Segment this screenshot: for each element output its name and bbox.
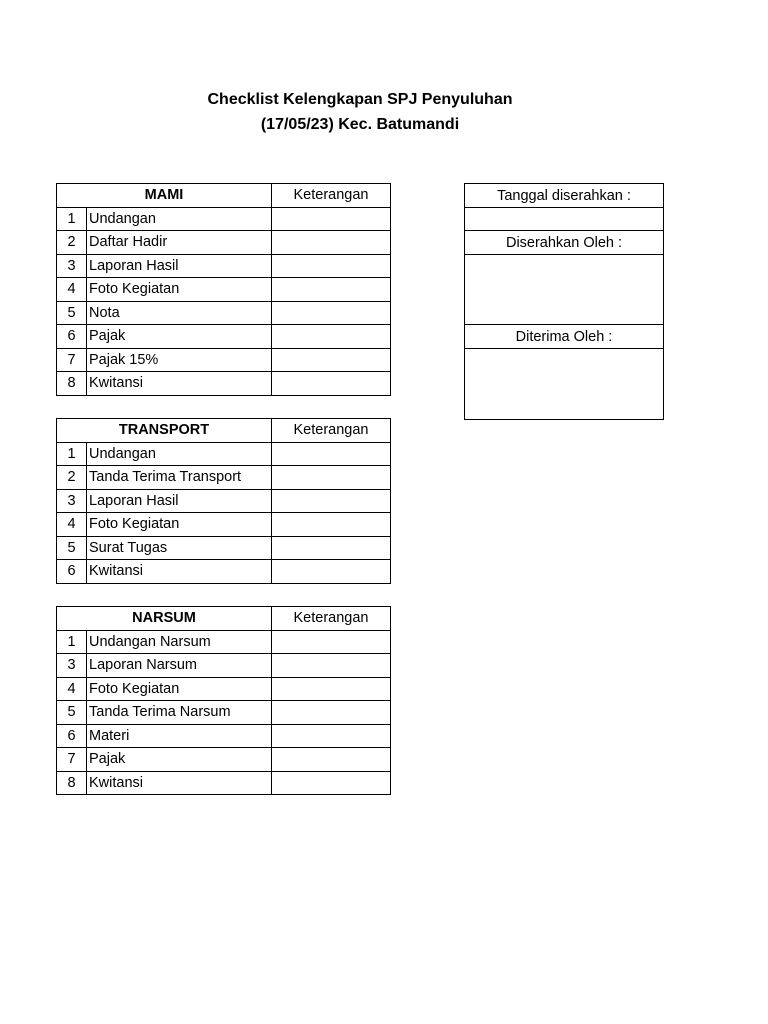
row-item: Kwitansi [87, 771, 272, 795]
table-row [57, 231, 391, 255]
row-item: Laporan Narsum [87, 654, 272, 678]
row-no: 6 [57, 724, 87, 748]
row-item: Kwitansi [87, 372, 272, 396]
row-ket [272, 489, 391, 513]
row-ket [272, 630, 391, 654]
table-row [57, 654, 391, 678]
row-ket [272, 301, 391, 325]
row-no: 3 [57, 654, 87, 678]
row-item: Pajak [87, 325, 272, 349]
row-item: Kwitansi [87, 560, 272, 584]
row-no: 8 [57, 771, 87, 795]
row-ket [272, 278, 391, 302]
table-row [57, 630, 391, 654]
transport-header: TRANSPORT [57, 419, 272, 443]
row-item: Undangan [87, 207, 272, 231]
row-no: 2 [57, 466, 87, 490]
row-ket [272, 348, 391, 372]
row-item: Tanda Terima Narsum [87, 701, 272, 725]
row-item: Undangan Narsum [87, 630, 272, 654]
row-item: Tanda Terima Transport [87, 466, 272, 490]
transport-header-row [57, 419, 391, 443]
narsum-ket-header: Keterangan [272, 607, 391, 631]
row-ket [272, 372, 391, 396]
diserahkan-label: Diserahkan Oleh : [465, 231, 663, 255]
row-no: 3 [57, 489, 87, 513]
row-ket [272, 254, 391, 278]
row-item: Materi [87, 724, 272, 748]
table-row [57, 701, 391, 725]
row-item: Laporan Hasil [87, 254, 272, 278]
row-no: 8 [57, 372, 87, 396]
diterima-field [465, 349, 663, 419]
transport-table [56, 418, 391, 584]
row-no: 5 [57, 701, 87, 725]
table-row [57, 207, 391, 231]
row-no: 4 [57, 677, 87, 701]
table-row [57, 513, 391, 537]
row-ket [272, 748, 391, 772]
row-item: Foto Kegiatan [87, 677, 272, 701]
row-ket [272, 771, 391, 795]
row-no: 6 [57, 560, 87, 584]
table-row [57, 677, 391, 701]
document-title: Checklist Kelengkapan SPJ Penyuluhan [207, 91, 513, 108]
document-subtitle: (17/05/23) Kec. Batumandi [260, 116, 460, 133]
row-no: 5 [57, 301, 87, 325]
diterima-label: Diterima Oleh : [465, 325, 663, 349]
table-row [57, 724, 391, 748]
table-row [57, 325, 391, 349]
row-ket [272, 701, 391, 725]
row-ket [272, 207, 391, 231]
tanggal-field [465, 208, 663, 231]
table-row [57, 466, 391, 490]
handover-box [464, 183, 664, 420]
row-no: 3 [57, 254, 87, 278]
row-item: Surat Tugas [87, 536, 272, 560]
row-ket [272, 325, 391, 349]
table-row [57, 254, 391, 278]
row-ket [272, 442, 391, 466]
narsum-table [56, 606, 391, 795]
row-ket [272, 513, 391, 537]
diserahkan-field [465, 255, 663, 325]
row-item: Pajak 15% [87, 348, 272, 372]
table-row [57, 560, 391, 584]
mami-header-row [57, 184, 391, 208]
row-item: Foto Kegiatan [87, 513, 272, 537]
row-item: Undangan [87, 442, 272, 466]
table-row [57, 278, 391, 302]
table-row [57, 771, 391, 795]
tanggal-label: Tanggal diserahkan : [465, 184, 663, 208]
transport-ket-header: Keterangan [272, 419, 391, 443]
table-row [57, 348, 391, 372]
table-row [57, 372, 391, 396]
mami-table [56, 183, 391, 396]
row-ket [272, 466, 391, 490]
row-no: 1 [57, 630, 87, 654]
row-item: Daftar Hadir [87, 231, 272, 255]
row-item: Nota [87, 301, 272, 325]
table-row [57, 301, 391, 325]
narsum-header-row [57, 607, 391, 631]
mami-header: MAMI [57, 184, 272, 208]
row-no: 6 [57, 325, 87, 349]
row-item: Laporan Hasil [87, 489, 272, 513]
row-ket [272, 536, 391, 560]
row-no: 4 [57, 278, 87, 302]
row-no: 1 [57, 442, 87, 466]
row-item: Foto Kegiatan [87, 278, 272, 302]
mami-ket-header: Keterangan [272, 184, 391, 208]
row-no: 7 [57, 748, 87, 772]
row-ket [272, 231, 391, 255]
table-row [57, 748, 391, 772]
row-no: 1 [57, 207, 87, 231]
row-no: 5 [57, 536, 87, 560]
narsum-header: NARSUM [57, 607, 272, 631]
table-row [57, 442, 391, 466]
row-ket [272, 677, 391, 701]
row-ket [272, 654, 391, 678]
row-ket [272, 560, 391, 584]
table-row [57, 536, 391, 560]
table-row [57, 489, 391, 513]
row-item: Pajak [87, 748, 272, 772]
row-ket [272, 724, 391, 748]
row-no: 2 [57, 231, 87, 255]
row-no: 4 [57, 513, 87, 537]
row-no: 7 [57, 348, 87, 372]
